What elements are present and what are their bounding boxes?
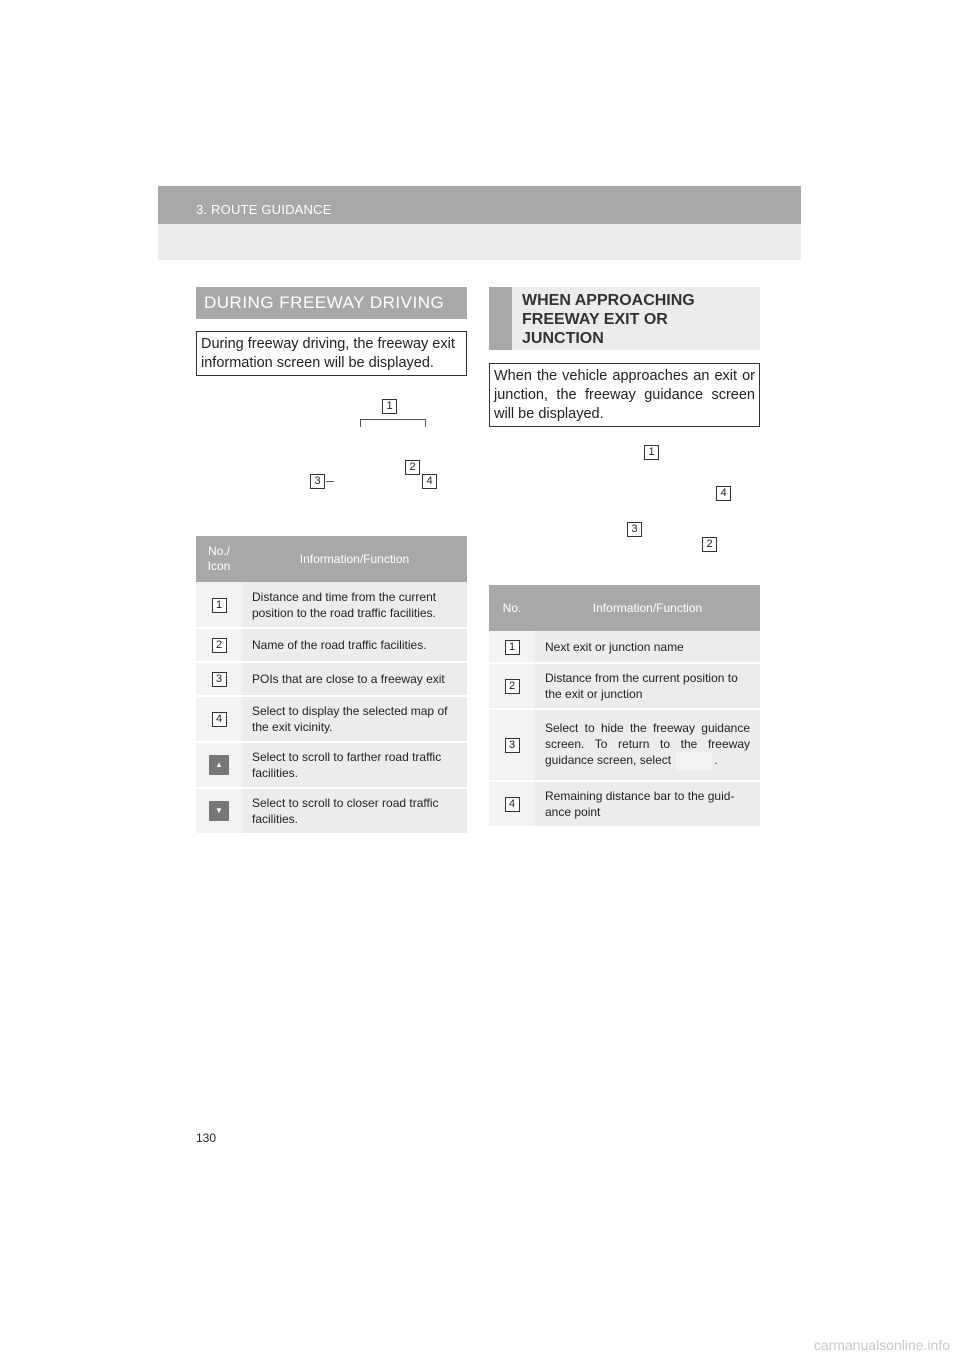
table-row: [196, 696, 467, 742]
row-text: Select to scroll to closer road traffic facilities.: [242, 788, 467, 834]
row-text: Name of the road traffic facilities.: [242, 628, 467, 662]
callout-2-icon: 2: [405, 460, 420, 475]
row-text: Remaining distance bar to the guid- ance point: [535, 781, 760, 827]
number-1-icon: 1: [212, 598, 227, 613]
scroll-up-icon: ▲: [209, 755, 229, 775]
page-number: 130: [196, 1131, 217, 1145]
number-2-icon: 2: [505, 679, 520, 694]
callout-1-icon: 1: [644, 445, 659, 460]
watermark: carmanualsonline.info: [813, 1337, 950, 1353]
number-1-icon: 1: [505, 640, 520, 655]
left-section-heading: DURING FREEWAY DRIVING: [196, 287, 467, 319]
table-row: [196, 628, 467, 662]
table-row: [489, 631, 760, 663]
number-4-icon: 4: [212, 712, 227, 727]
number-2-icon: 2: [212, 638, 227, 653]
row-text-after: .: [714, 753, 718, 768]
callout-3-line: [326, 481, 334, 482]
callout-4-icon: 4: [716, 486, 731, 501]
callout-2-icon: 2: [702, 537, 717, 552]
number-3-icon: 3: [212, 672, 227, 687]
table-row: [489, 663, 760, 709]
right-intro-box: When the vehicle approaches an exit or junction, the freeway guidance screen will be displayed.: [489, 363, 760, 427]
left-intro-box: During freeway driving, the freeway exit information screen will be displayed.: [196, 331, 467, 376]
freeway-guidance-button-placeholder: [676, 752, 712, 770]
header-subbar: [158, 224, 801, 260]
scroll-down-icon: ▼: [209, 801, 229, 821]
row-text: Next exit or junction name: [535, 631, 760, 663]
callout-3-icon: 3: [310, 474, 325, 489]
row-text: Select to display the selected map of the exit vicinity.: [242, 696, 467, 742]
row-text: POIs that are close to a freeway exit: [242, 662, 467, 696]
left-info-table: [196, 536, 467, 835]
row-text-before: Select to hide the freeway guidance screen. To return to the freeway guidance screen, select: [545, 721, 750, 768]
table-row: [489, 709, 760, 781]
col-header-no-icon: No./ Icon: [196, 536, 242, 582]
table-row: [196, 742, 467, 788]
row-text: Distance from the current position to the exit or junction: [535, 663, 760, 709]
callout-bracket-right: [425, 419, 426, 427]
col-header-info: Information/Function: [242, 536, 467, 582]
right-section-heading: WHEN APPROACHING FREEWAY EXIT OR JUNCTION: [522, 292, 695, 347]
row-text: Select to scroll to farther road traffic facilities.: [242, 742, 467, 788]
table-row: [196, 788, 467, 834]
right-info-table: [489, 585, 760, 828]
row-text: [535, 709, 760, 781]
table-row: [196, 662, 467, 696]
table-row: [489, 781, 760, 827]
number-4-icon: 4: [505, 797, 520, 812]
callout-4-icon: 4: [422, 474, 437, 489]
col-header-no: No.: [489, 585, 535, 631]
callout-1-icon: 1: [382, 399, 397, 414]
callout-bracket-left: [360, 419, 361, 427]
table-row: [196, 582, 467, 628]
row-text: Distance and time from the current position to the road traffic facilities.: [242, 582, 467, 628]
callout-3-icon: 3: [627, 522, 642, 537]
number-3-icon: 3: [505, 738, 520, 753]
right-heading-bar: [489, 287, 512, 350]
col-header-info: Information/Function: [535, 585, 760, 631]
callout-bracket: [360, 419, 426, 420]
section-label: 3. ROUTE GUIDANCE: [196, 202, 332, 217]
